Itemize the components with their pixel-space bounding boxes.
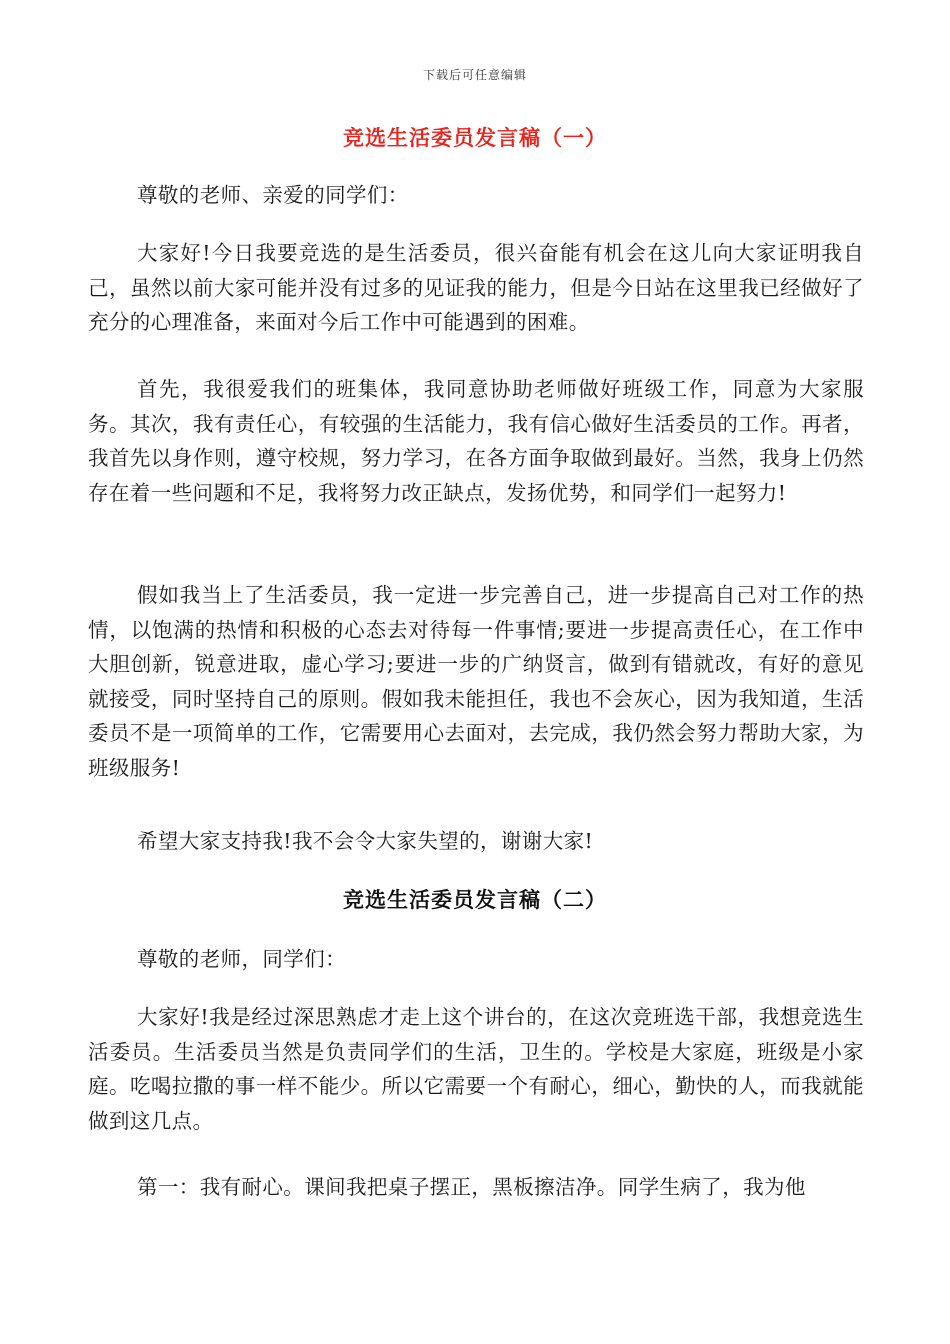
- salutation-2: 尊敬的老师，同学们：: [137, 947, 346, 971]
- paragraph: 假如我当上了生活委员，我一定进一步完善自己，进一步提高自己对工作的热情，以饱满的热情和积极的心态去对待每一件事情;要进一步提高责任心，在工作中大胆创新，锐意进取，虚心学习;要进一步的广纳贤言，做到有错就改，有好的意见就接受，同时坚持自己的原则。假如我未能担任，我也不会灰心，因为我知道，生活委员不是一项简单的工作，它需要用心去面对，去完成，我仍然会努力帮助大家，为班级服务!: [88, 583, 864, 780]
- paragraph: 大家好!今日我要竞选的是生活委员，很兴奋能有机会在这儿向大家证明我自己，虽然以前大家可能并没有过多的见证我的能力，但是今日站在这里我已经做好了充分的心理准备，来面对今后工作中可能遇到的困难。: [88, 241, 864, 334]
- paragraph: 首先，我很爱我们的班集体，我同意协助老师做好班级工作，同意为大家服务。其次，我有责任心，有较强的生活能力，我有信心做好生活委员的工作。再者，我首先以身作则，遵守校规，努力学习，在各方面争取做到最好。当然，我身上仍然存在着一些问题和不足，我将努力改正缺点，发扬优势，和同学们一起努力!: [88, 377, 864, 505]
- paragraph: 大家好!我是经过深思熟虑才走上这个讲台的，在这次竞班选干部，我想竞选生活委员。生活委员当然是负责同学们的生活，卫生的。学校是大家庭，班级是小家庭。吃喝拉撒的事一样不能少。所以它需要一个有耐心，细心，勤快的人，而我就能做到这几点。: [88, 1005, 864, 1133]
- page-header-note: 下载后可任意编辑: [422, 68, 527, 82]
- salutation-1: 尊敬的老师、亲爱的同学们：: [137, 183, 409, 207]
- paragraph: 第一：我有耐心。课间我把桌子摆正，黑板擦洁净。同学生病了，我为他: [137, 1175, 806, 1199]
- section-title-1: 竞选生活委员发言稿（一）: [343, 125, 607, 150]
- closing-paragraph: 希望大家支持我!我不会令大家失望的，谢谢大家!: [137, 829, 594, 853]
- section-title-2: 竞选生活委员发言稿（二）: [343, 887, 607, 912]
